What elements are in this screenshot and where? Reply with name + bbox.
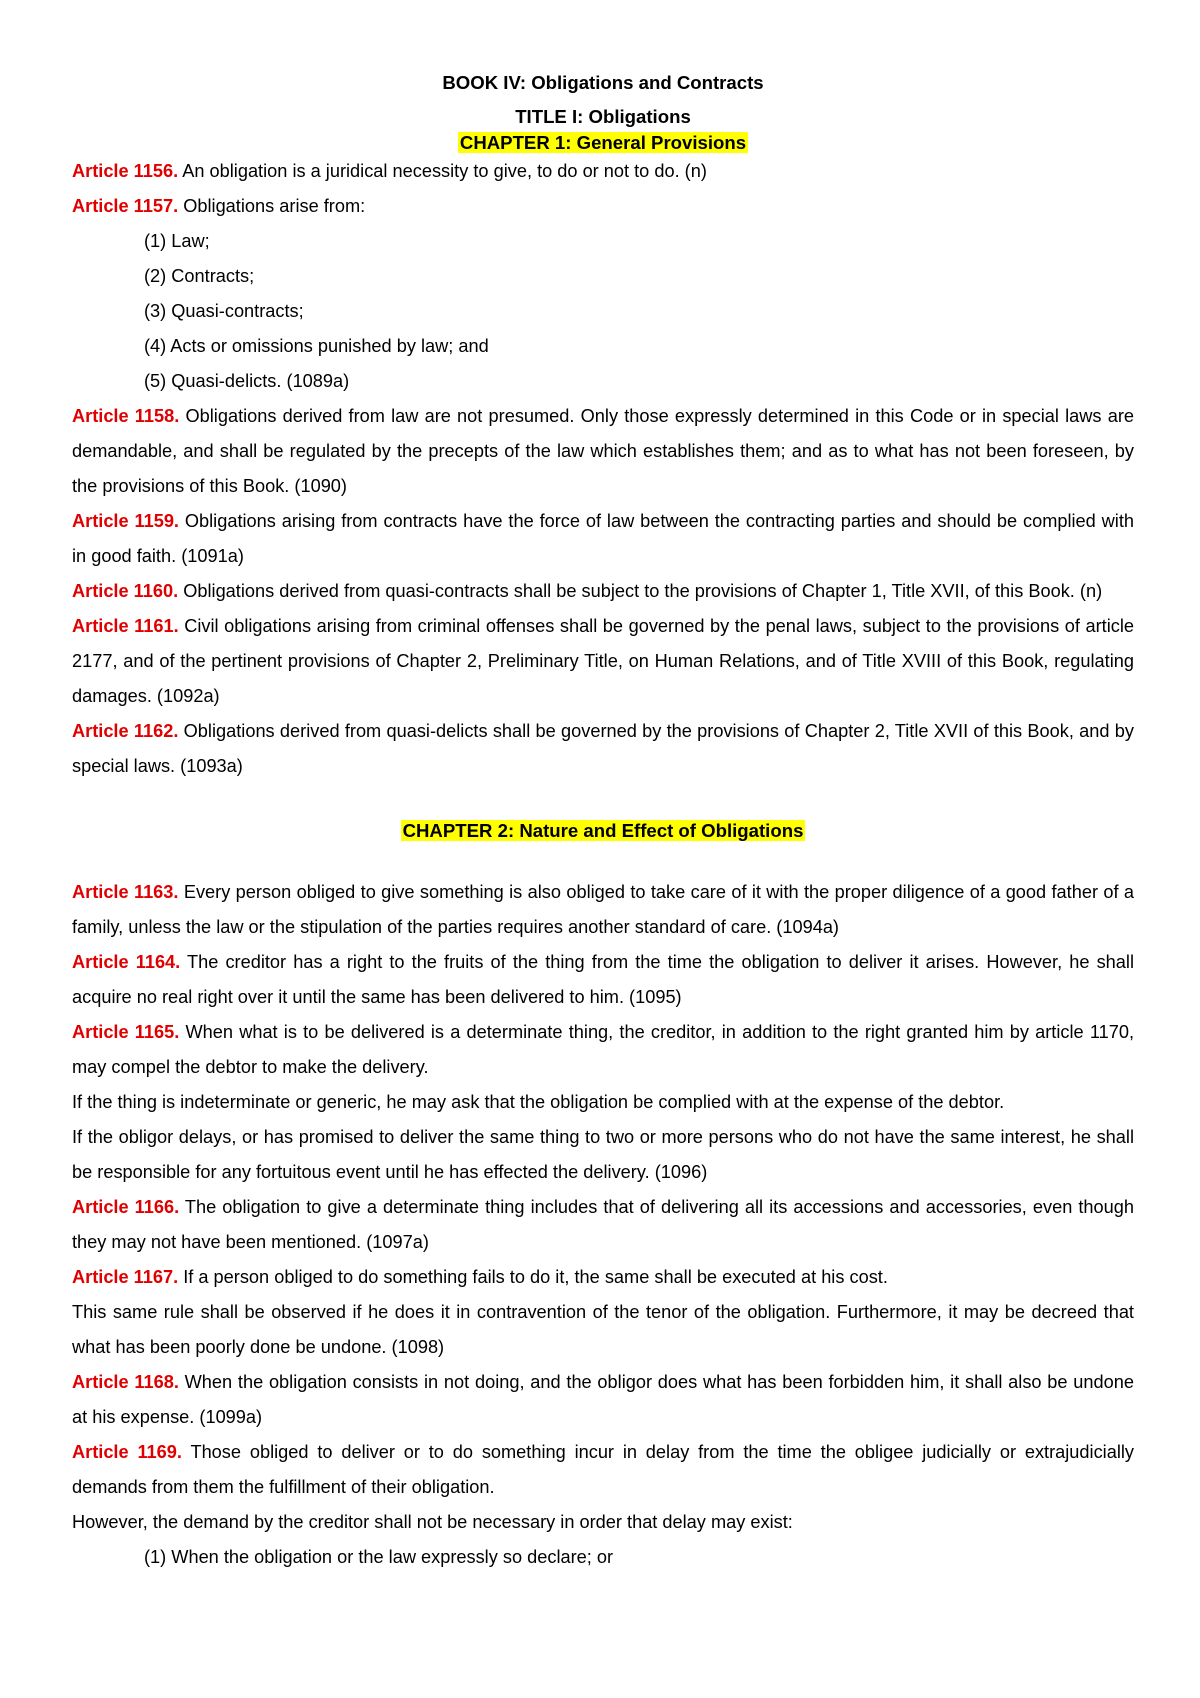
article-text: Obligations derived from quasi-delicts shall be governed by the provisions of Chapter 2, Title XVII of this Book, and by special laws. (1093a) [72,721,1134,776]
article-label: Article 1164. [72,952,181,972]
article-label: Article 1163. [72,882,179,902]
article-text: If a person obliged to do something fails to do it, the same shall be executed at his cost. [178,1267,888,1287]
article-text: Civil obligations arising from criminal offenses shall be governed by the penal laws, subject to the provisions of article 2177, and of the pertinent provisions of Chapter 2, Preliminary Title, on Human Relations, and of Title XVIII of this Book, regulating damages. (1092a) [72,616,1134,706]
article-label: Article 1168. [72,1372,179,1392]
list-item: (3) Quasi-contracts; [144,301,304,321]
article-text: Those obliged to deliver or to do something incur in delay from the time the obligee judicially or extrajudicially demands from them the fulfillment of their obligation. [72,1442,1134,1497]
article-text: The obligation to give a determinate thing includes that of delivering all its accessions and accessories, even though they may not have been mentioned. (1097a) [72,1197,1134,1252]
article-text: Obligations derived from quasi-contracts shall be subject to the provisions of Chapter 1, Title XVII, of this Book. (n) [178,581,1103,601]
article-label: Article 1167. [72,1267,179,1287]
article-text: Obligations arise from: [178,196,366,216]
article-1156 [72,154,1134,189]
paragraph: However, the demand by the creditor shall not be necessary in order that delay may exist: [72,1512,793,1532]
article-text: When what is to be delivered is a determinate thing, the creditor, in addition to the right granted him by article 1170, may compel the debtor to make the delivery. [72,1022,1134,1077]
book-heading: BOOK IV: Obligations and Contracts [442,72,764,93]
article-text: Obligations derived from law are not presumed. Only those expressly determined in this Code or in special laws are demandable, and shall be regulated by the precepts of the law which establishes them; and as to what has not been foreseen, by the provisions of this Book. (1090) [72,406,1134,496]
list-item: (1) Law; [144,231,210,251]
article-1166 [72,1190,1134,1260]
article-label: Article 1159. [72,511,179,531]
chapter-2-heading [72,820,1134,842]
article-1159 [72,504,1134,574]
chapter-1-heading [72,132,1134,154]
spacer [72,784,1134,820]
chapter-2-highlight: CHAPTER 2: Nature and Effect of Obligations [402,820,804,841]
article-label: Article 1156. [72,161,179,181]
paragraph: If the obligor delays, or has promised to deliver the same thing to two or more persons who do not have the same interest, he shall be responsible for any fortuitous event until he has effected the delivery. (1096) [72,1127,1134,1182]
paragraph: If the thing is indeterminate or generic, he may ask that the obligation be complied with at the expense of the debtor. [72,1092,1005,1112]
article-1163 [72,875,1134,945]
list-item: (2) Contracts; [144,266,255,286]
article-1167 [72,1260,1134,1295]
article-1157 [72,189,1134,224]
article-label: Article 1162. [72,721,179,741]
list-item: (4) Acts or omissions punished by law; and [144,336,489,356]
article-label: Article 1160. [72,581,179,601]
article-text: Every person obliged to give something is also obliged to take care of it with the proper diligence of a good father of a family, unless the law or the stipulation of the parties requires another standard of care. (1094a) [72,882,1134,937]
list-item: (5) Quasi-delicts. (1089a) [144,371,350,391]
article-label: Article 1161. [72,616,179,636]
article-label: Article 1169. [72,1442,182,1462]
article-text: When the obligation consists in not doing, and the obligor does what has been forbidden him, it shall also be undone at his expense. (1099a) [72,1372,1134,1427]
article-1161 [72,609,1134,714]
article-label: Article 1166. [72,1197,180,1217]
spacer [72,842,1134,875]
article-1164 [72,945,1134,1015]
article-1160 [72,574,1134,609]
article-label: Article 1157. [72,196,179,216]
article-label: Article 1158. [72,406,180,426]
paragraph: This same rule shall be observed if he does it in contravention of the tenor of the obligation. Furthermore, it may be decreed that what has been poorly done be undone. (1098) [72,1302,1134,1357]
article-text: An obligation is a juridical necessity to give, to do or not to do. (n) [178,161,707,181]
chapter-1-highlight: CHAPTER 1: General Provisions [459,132,747,153]
article-1165 [72,1015,1134,1085]
article-text: The creditor has a right to the fruits of the thing from the time the obligation to deliver it arises. However, he shall acquire no real right over it until the same has been delivered to him. (1095) [72,952,1134,1007]
title-heading: TITLE I: Obligations [515,106,691,127]
list-item: (1) When the obligation or the law expressly so declare; or [144,1547,614,1567]
article-1162 [72,714,1134,784]
article-1168 [72,1365,1134,1435]
article-1169 [72,1435,1134,1505]
article-1158 [72,399,1134,504]
article-label: Article 1165. [72,1022,180,1042]
article-text: Obligations arising from contracts have the force of law between the contracting parties and should be complied with in good faith. (1091a) [72,511,1135,566]
